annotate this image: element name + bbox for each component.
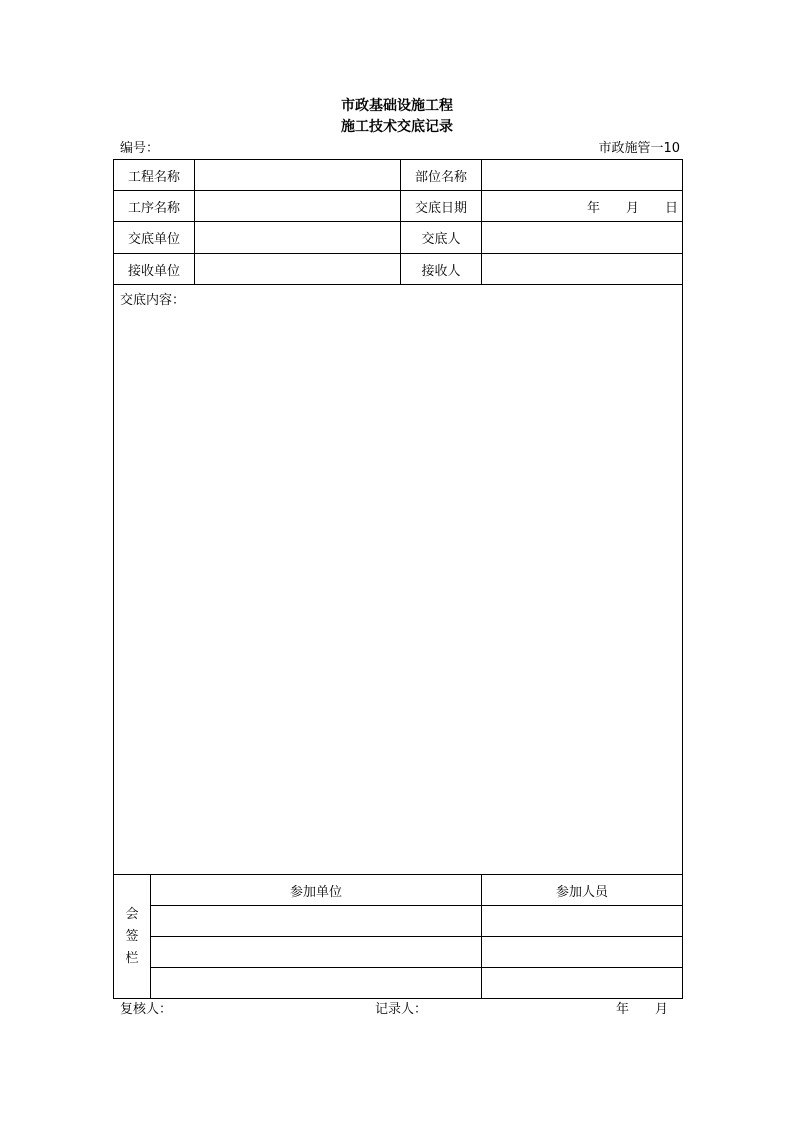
handover-record-table [113, 159, 683, 999]
participating-people-field[interactable] [482, 937, 683, 968]
participating-people-field[interactable] [482, 968, 683, 999]
project-name-label: 工程名称 [114, 160, 195, 191]
reviewer-label: 复核人： [120, 1002, 173, 1017]
receiver-field[interactable] [482, 254, 683, 285]
handover-content-area[interactable] [114, 285, 683, 875]
participating-unit-field[interactable] [151, 906, 482, 937]
section-name-field[interactable] [482, 160, 683, 191]
serial-number-label: 编号： [120, 141, 160, 156]
form-title-line1: 市政基础设施工程 [341, 98, 453, 114]
countersign-char-1: 会 [125, 906, 139, 922]
form-title-line2: 施工技术交底记录 [341, 119, 453, 135]
handover-date-label: 交底日期 [401, 191, 482, 222]
handover-person-field[interactable] [482, 222, 683, 254]
row-handover-unit [114, 222, 683, 254]
signature-row [114, 937, 683, 968]
signature-header-row [114, 875, 683, 906]
participating-people-header: 参加人员 [482, 875, 683, 906]
receiving-unit-field[interactable] [195, 254, 401, 285]
handover-content-label: 交底内容： [120, 293, 186, 308]
handover-person-label: 交底人 [401, 222, 482, 254]
process-name-field[interactable] [195, 191, 401, 222]
participating-unit-field[interactable] [151, 937, 482, 968]
handover-unit-label: 交底单位 [114, 222, 195, 254]
signature-row [114, 906, 683, 937]
signature-row [114, 968, 683, 999]
footer-date-label: 年 月 [616, 1002, 669, 1017]
handover-unit-field[interactable] [195, 222, 401, 254]
receiver-label: 接收人 [401, 254, 482, 285]
form-id: 市政施管一10 [598, 141, 680, 156]
project-name-field[interactable] [195, 160, 401, 191]
participating-people-field[interactable] [482, 906, 683, 937]
section-name-label: 部位名称 [401, 160, 482, 191]
receiving-unit-label: 接收单位 [114, 254, 195, 285]
row-content [114, 285, 683, 875]
countersign-char-3: 栏 [125, 950, 139, 966]
row-process [114, 191, 683, 222]
countersign-char-2: 签 [125, 928, 139, 944]
process-name-label: 工序名称 [114, 191, 195, 222]
recorder-label: 记录人： [375, 1002, 428, 1017]
row-project [114, 160, 683, 191]
participating-unit-header: 参加单位 [151, 875, 482, 906]
countersign-section-label [114, 875, 151, 999]
handover-date-field[interactable]: 年 月 日 [482, 191, 683, 222]
row-receiving-unit [114, 254, 683, 285]
participating-unit-field[interactable] [151, 968, 482, 999]
